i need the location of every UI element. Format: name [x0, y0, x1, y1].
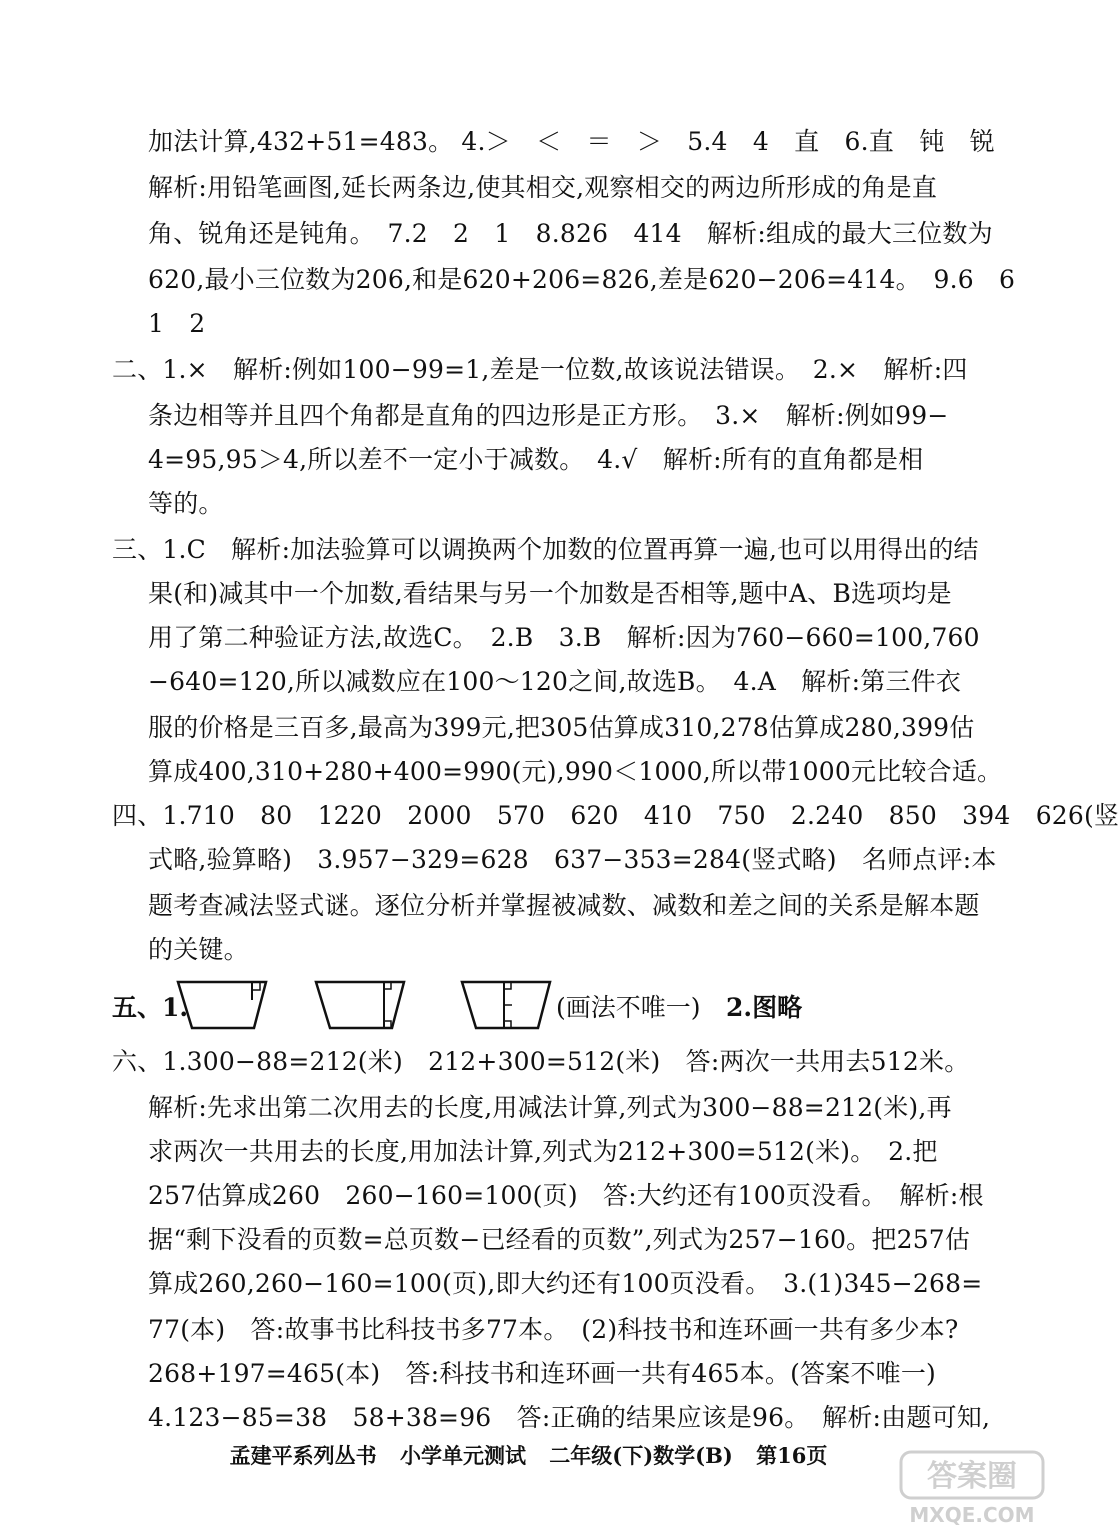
section-5-item-2: 2.图略 [726, 993, 803, 1022]
text-line: −640=120,所以减数应在100～120之间,故选B。 4.A 解析:第三件衣 [148, 667, 962, 696]
section-4-line: 四、1.710 80 1220 2000 570 620 410 750 2.240 850 394 626(竖 [112, 801, 1119, 830]
text-line: 求两次一共用去的长度,用加法计算,列式为212+300=512(米)。 2.把 [148, 1137, 938, 1166]
footer-grade: 二年级(下)数学(B) [549, 1443, 733, 1468]
text-line: 1 2 [148, 309, 206, 338]
text-line: 果(和)减其中一个加数,看结果与另一个加数是否相等,题中A、B选项均是 [148, 579, 952, 608]
text-line: 算成400,310+280+400=990(元),990＜1000,所以带1000元比较合适。 [148, 757, 1003, 786]
footer-series: 孟建平系列丛书 [229, 1443, 377, 1468]
watermark-text: 答案圈 [927, 1459, 1017, 1494]
text-line: 式略,验算略) 3.957−329=628 637−353=284(竖式略) 名师点评:本 [148, 845, 997, 874]
section-3-line: 三、1.C 解析:加法验算可以调换两个加数的位置再算一遍,也可以用得出的结 [112, 535, 979, 564]
footer-page-number: 第16页 [756, 1443, 828, 1468]
text-line: 解析:用铅笔画图,延长两条边,使其相交,观察相交的两边所形成的角是直 [148, 173, 938, 202]
text-line: 题考查减法竖式谜。逐位分析并掌握被减数、减数和差之间的关系是解本题 [148, 891, 980, 920]
watermark-url: MXQE.COM [909, 1503, 1035, 1527]
text-line: 条边相等并且四个角都是直角的四边形是正方形。 3.× 解析:例如99− [148, 401, 949, 430]
section-2-line: 二、1.× 解析:例如100−99=1,差是一位数,故该说法错误。 2.× 解析:四 [112, 355, 968, 384]
text-line: 257估算成260 260−160=100(页) 答:大约还有100页没看。 解析:根 [148, 1181, 984, 1210]
drawing-method-note: (画法不唯一) [556, 993, 701, 1022]
text-line: 等的。 [148, 489, 224, 518]
text-line: 角、锐角还是钝角。 7.2 2 1 8.826 414 解析:组成的最大三位数为 [148, 219, 993, 248]
watermark-logo [897, 1448, 1047, 1528]
section-5-drawings [112, 978, 978, 1038]
text-line: 77(本) 答:故事书比科技书多77本。 (2)科技书和连环画一共有多少本? [148, 1315, 959, 1344]
text-line: 加法计算,432+51=483。 4.＞ ＜ ＝ ＞ 5.4 4 直 6.直 钝 锐 [148, 127, 995, 156]
text-line: 用了第二种验证方法,故选C。 2.B 3.B 解析:因为760−660=100,760 [148, 623, 980, 652]
trapezoid-figure-2 [312, 978, 432, 1034]
text-line: 的关键。 [148, 935, 249, 964]
text-line: 解析:先求出第二次用去的长度,用减法计算,列式为300−88=212(米),再 [148, 1093, 952, 1122]
text-line: 服的价格是三百多,最高为399元,把305估算成310,278估算成280,399估 [148, 713, 975, 742]
text-line: 据“剩下没看的页数=总页数−已经看的页数”,列式为257−160。把257估 [148, 1225, 971, 1254]
section-6-line: 六、1.300−88=212(米) 212+300=512(米) 答:两次一共用去512米。 [112, 1047, 970, 1076]
trapezoid-figure-1 [174, 978, 294, 1034]
text-line: 268+197=465(本) 答:科技书和连环画一共有465本。(答案不唯一) [148, 1359, 937, 1388]
text-line: 4=95,95＞4,所以差不一定小于减数。 4.√ 解析:所有的直角都是相 [148, 445, 924, 474]
watermark-icon [897, 1448, 1047, 1528]
section-5-label: 五、1. [112, 993, 189, 1022]
footer-book: 小学单元测试 [399, 1443, 526, 1468]
text-line: 4.123−85=38 58+38=96 答:正确的结果应该是96。 解析:由题可知, [148, 1403, 991, 1432]
text-line: 620,最小三位数为206,和是620+206=826,差是620−206=414。 9.6 6 [148, 265, 1016, 294]
text-line: 算成260,260−160=100(页),即大约还有100页没看。 3.(1)345−268= [148, 1269, 983, 1298]
